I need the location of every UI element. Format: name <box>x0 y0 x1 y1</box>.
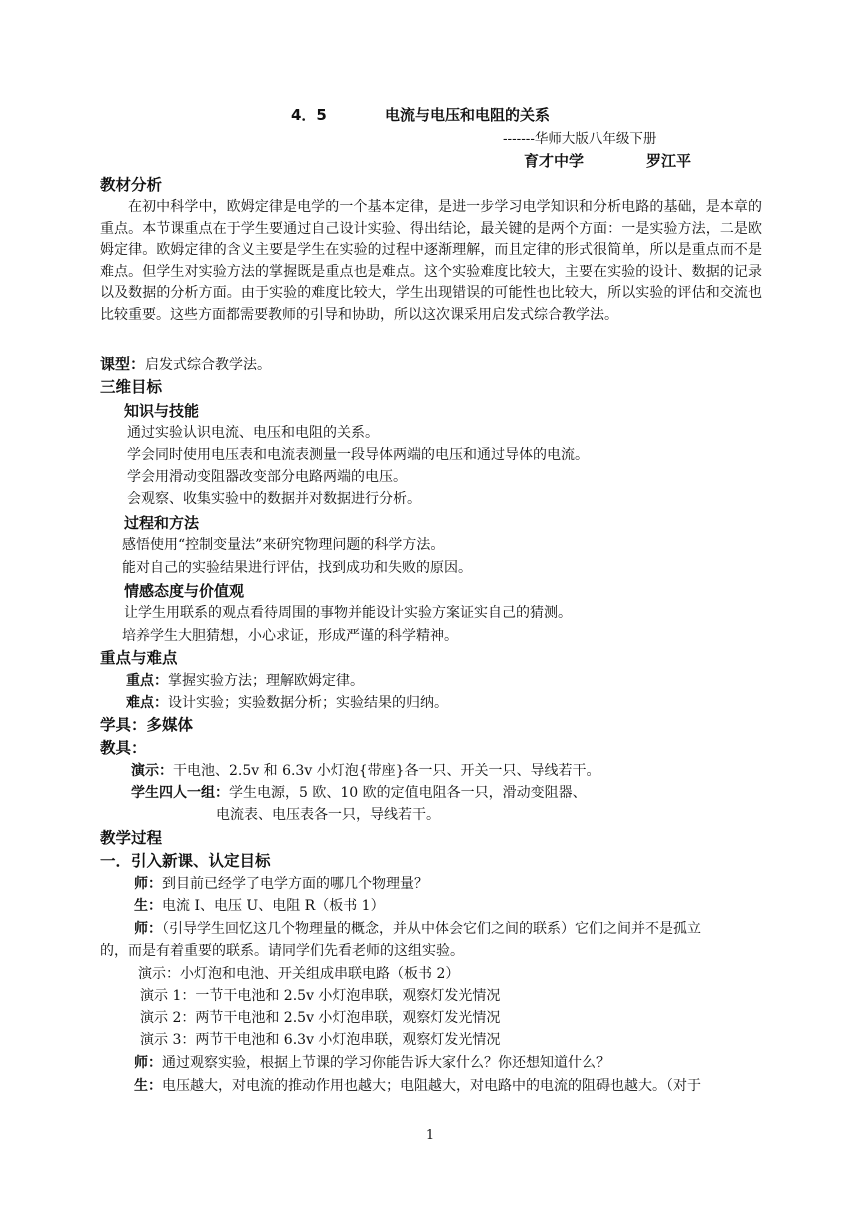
group-materials-label: 学生四人一组： <box>131 785 229 801</box>
teacher-remark-text: （引导学生回忆这几个物理量的概念，并从中体会它们之间的联系）它们之间并不是孤立 <box>162 921 701 937</box>
lesson-type-label: 课型： <box>100 355 146 373</box>
group-materials-text: 学生电源，5 欧、10 欧的定值电阻各一只，滑动变阻器、 <box>229 785 587 801</box>
focus-text: 掌握实验方法；理解欧姆定律。 <box>168 673 364 689</box>
school-name: 育才中学 <box>524 152 585 170</box>
focus-line <box>126 670 364 692</box>
teacher-tools-heading: 教具： <box>100 739 147 757</box>
difficulty-label: 难点： <box>126 695 168 711</box>
student-label: 生： <box>134 1078 162 1094</box>
lesson-title-text: 电流与电压和电阻的关系 <box>385 106 551 124</box>
section-1-heading: 一．引入新课、认定目标 <box>100 852 271 870</box>
demo-step: 演示 1：一节干电池和 2.5v 小灯泡串联，观察灯发光情况 <box>140 988 501 1004</box>
knowledge-heading: 知识与技能 <box>124 402 200 420</box>
lesson-type-line <box>100 353 271 376</box>
student-label: 生： <box>134 898 162 914</box>
focus-label: 重点： <box>126 673 168 689</box>
process-method-item: 感悟使用“控制变量法”来研究物理问题的科学方法。 <box>122 537 445 553</box>
demo-materials-label: 演示： <box>131 763 173 779</box>
analysis-paragraph: 在初中科学中，欧姆定律是电学的一个基本定律，是进一步学习电学知识和分析电路的基础，是本章的重点。本节课重点在于学生要通过自己设计实验、得出结论，最关键的是两个方面：一是实验方法，二是欧姆定律。欧姆定律的含义主要是学生在实验的过程中逐渐理解，而且定律的形式很简单，所以是重点而不是难点。但学生对实验方法的掌握既是重点也是难点。这个实验难度比较大，主要在实验的设计、数据的记录以及数据的分析方面。由于实验的难度比较大，学生出现错误的可能性也比较大，所以实验的评估和交流也比较重要。这些方面都需要教师的引导和协助，所以这次课采用启发式综合教学法。 <box>100 199 762 323</box>
emotion-item: 让学生用联系的观点看待周围的事物并能设计实验方案证实自己的猜测。 <box>124 605 572 621</box>
author-name: 罗江平 <box>646 152 692 170</box>
teacher-remark-2 <box>134 918 701 940</box>
student-answer-3 <box>134 1075 701 1097</box>
process-heading: 教学过程 <box>100 829 163 847</box>
knowledge-item: 会观察、收集实验中的数据并对数据进行分析。 <box>127 491 421 507</box>
demo-step: 演示 3：两节干电池和 6.3v 小灯泡串联，观察灯发光情况 <box>140 1032 501 1048</box>
teacher-question-text: 到目前已经学了电学方面的哪几个物理量？ <box>162 876 428 892</box>
demo-materials-text: 干电池、2.5v 和 6.3v 小灯泡{带座}各一只、开关一只、导线若干。 <box>173 763 601 779</box>
demo-materials-line <box>131 760 601 782</box>
teacher-remark-2-continued: 的，而是有着重要的联系。请同学们先看老师的这组实验。 <box>100 943 464 959</box>
student-answer-text: 电流 I、电压 U、电阻 R（板书 1） <box>162 898 385 914</box>
process-method-heading: 过程和方法 <box>124 514 200 532</box>
demo-step: 演示 2：两节干电池和 2.5v 小灯泡串联，观察灯发光情况 <box>140 1010 501 1026</box>
student-answer-text: 电压越大，对电流的推动作用也越大；电阻越大，对电路中的电流的阻碍也越大。（对于 <box>162 1078 701 1094</box>
knowledge-item: 学会用滑动变阻器改变部分电路两端的电压。 <box>127 469 407 485</box>
teacher-label: 师： <box>134 1055 162 1071</box>
student-tools-line: 学具：多媒体 <box>100 716 194 734</box>
emotion-heading: 情感态度与价值观 <box>124 582 245 600</box>
page-number: 1 <box>425 1128 435 1143</box>
difficulty-line <box>126 692 448 714</box>
emotion-item: 培养学生大胆猜想，小心求证，形成严谨的科学精神。 <box>122 628 458 644</box>
difficulty-text: 设计实验；实验数据分析；实验结果的归纳。 <box>168 695 448 711</box>
key-points-heading: 重点与难点 <box>100 649 178 667</box>
goals-heading: 三维目标 <box>100 378 163 396</box>
teacher-question-3 <box>134 1052 610 1074</box>
teacher-label: 师： <box>134 921 162 937</box>
teacher-label: 师： <box>134 876 162 892</box>
analysis-heading: 教材分析 <box>100 176 163 194</box>
demo-step: 演示：小灯泡和电池、开关组成串联电路（板书 2） <box>138 966 460 982</box>
teacher-question-1 <box>134 873 428 895</box>
knowledge-item: 通过实验认识电流、电压和电阻的关系。 <box>127 425 379 441</box>
group-materials-continued: 电流表、电压表各一只，导线若干。 <box>216 807 440 823</box>
group-materials-line <box>131 782 587 804</box>
student-answer-1 <box>134 895 385 917</box>
edition-line: -------华师大版八年级下册 <box>503 131 657 147</box>
process-method-item: 能对自己的实验结果进行评估，找到成功和失败的原因。 <box>122 560 472 576</box>
lesson-number: 4．5 <box>291 106 327 124</box>
lesson-type-value: 启发式综合教学法。 <box>145 357 272 373</box>
teacher-question-text: 通过观察实验，根据上节课的学习你能告诉大家什么？你还想知道什么？ <box>162 1055 610 1071</box>
lesson-title <box>291 104 550 126</box>
knowledge-item: 学会同时使用电压表和电流表测量一段导体两端的电压和通过导体的电流。 <box>127 447 589 463</box>
